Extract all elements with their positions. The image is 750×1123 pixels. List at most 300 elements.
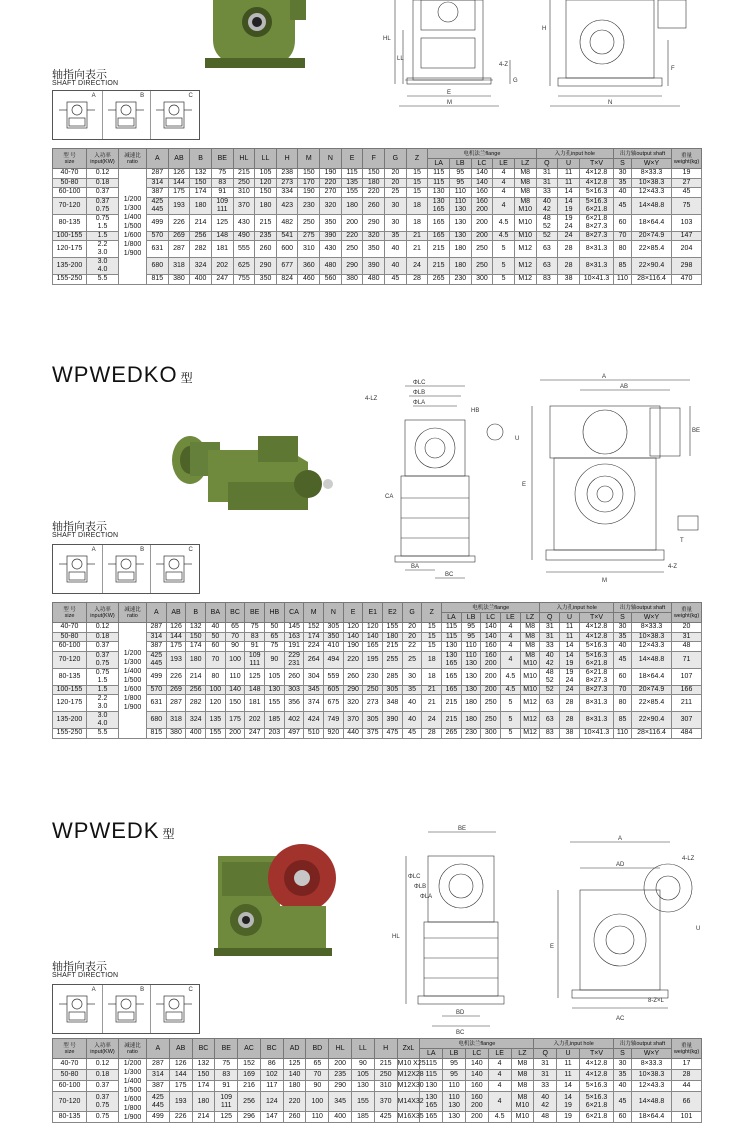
- table-cell: 14×48.8: [632, 1092, 672, 1112]
- table-cell: 30: [385, 197, 407, 214]
- table-cell: 314: [147, 1070, 170, 1081]
- table-cell: 390: [320, 231, 342, 241]
- table-cell: 70: [225, 632, 245, 642]
- col-header-dim: M: [304, 603, 324, 623]
- col-header-flange-sub: LE: [493, 159, 515, 169]
- table-cell: 120-175: [53, 695, 87, 712]
- table-cell: 100: [225, 651, 245, 668]
- table-cell: 20: [672, 623, 702, 633]
- table-cell: 180: [283, 1081, 306, 1092]
- table-cell: M14X32: [397, 1092, 420, 1112]
- table-cell: 60-100: [53, 188, 87, 198]
- table-cell: 8×33.3: [632, 623, 672, 633]
- table-cell: 132: [186, 623, 206, 633]
- table-cell: 287: [147, 169, 169, 179]
- table-cell: 144: [169, 1070, 192, 1081]
- gearbox-outline-icon: [154, 990, 194, 1030]
- table-cell: M8: [514, 178, 536, 188]
- table-cell: 400: [329, 1111, 352, 1122]
- table-cell: 0.37 0.75: [87, 651, 119, 668]
- table-cell: 250: [471, 241, 493, 258]
- col-header-dim: BC: [260, 1039, 283, 1059]
- table-cell: 20×74.9: [632, 231, 672, 241]
- table-cell: 497: [284, 729, 304, 739]
- table-cell: 147: [672, 231, 702, 241]
- table-cell: 174: [186, 642, 206, 652]
- table-cell: 70-120: [53, 1092, 87, 1112]
- table-cell: 4×12.8: [579, 623, 613, 633]
- table-cell: 555: [233, 241, 255, 258]
- table-cell: 117: [260, 1081, 283, 1092]
- shaft-direction-option: [53, 545, 103, 593]
- table-cell: 21: [422, 685, 442, 695]
- table-cell: 65: [225, 623, 245, 633]
- table-cell: 105: [352, 1070, 375, 1081]
- table-cell: 27: [672, 178, 702, 188]
- table-cell: 677: [276, 258, 298, 275]
- shaft-direction-letter: C: [188, 547, 193, 553]
- table-cell: 160: [465, 1081, 488, 1092]
- table-cell: 24: [560, 685, 580, 695]
- table-cell: 570: [147, 231, 169, 241]
- table-cell: 115: [442, 623, 462, 633]
- col-header-dim: HL: [233, 149, 255, 169]
- table-cell: M12: [520, 695, 540, 712]
- table-cell: 8×33.3: [632, 1059, 672, 1070]
- table-cell: 130 165: [420, 1092, 443, 1112]
- table-cell: 5.5: [87, 729, 119, 739]
- table-cell: 631: [147, 695, 167, 712]
- shaft-direction-letter: B: [140, 93, 145, 99]
- label-la: ΦLA: [413, 400, 426, 406]
- col-header-flange: 电机法兰flange: [420, 1039, 534, 1049]
- table-row: [53, 712, 702, 729]
- table-cell: 90: [265, 651, 285, 668]
- col-header-dim: A: [147, 603, 167, 623]
- col-header-dim: BD: [306, 1039, 329, 1059]
- label-m: M: [447, 100, 452, 106]
- table-cell: 5: [493, 275, 515, 285]
- table-cell: 4: [488, 1059, 511, 1070]
- table-cell: 180: [255, 197, 277, 214]
- table-row: [53, 632, 702, 642]
- table-cell: 214: [186, 668, 206, 685]
- table-cell: 211: [672, 695, 702, 712]
- table-cell: 14: [558, 188, 580, 198]
- table-cell: 60: [614, 1111, 632, 1122]
- table-cell: 14 19: [557, 1092, 580, 1112]
- table-row: [53, 275, 702, 285]
- label-4lz: 4-LZ: [682, 856, 695, 862]
- col-header-dim: LL: [352, 1039, 375, 1059]
- table-cell: 31: [540, 623, 560, 633]
- table-cell: 310: [233, 188, 255, 198]
- col-header-dim: BA: [206, 603, 226, 623]
- table-cell: 5: [501, 712, 521, 729]
- table-cell: 20: [402, 623, 422, 633]
- table-row: [53, 178, 702, 188]
- table-cell: 40: [614, 188, 632, 198]
- table-cell: 11: [560, 623, 580, 633]
- table-cell: 31: [534, 1070, 557, 1081]
- table-cell: 190: [343, 642, 363, 652]
- table-cell: 126: [169, 1059, 192, 1070]
- table-cell: 80: [614, 241, 632, 258]
- table-cell: 70: [614, 231, 632, 241]
- table-cell: 560: [320, 275, 342, 285]
- ratio-cell: 1/200 1/300 1/400 1/500 1/600 1/800 1/900: [119, 1059, 147, 1123]
- table-cell: 90: [306, 1081, 329, 1092]
- table-cell: 110: [461, 642, 481, 652]
- table-cell: 345: [329, 1092, 352, 1112]
- table-cell: 160: [481, 642, 501, 652]
- table-cell: 370: [343, 712, 363, 729]
- gearbox-outline-icon: [106, 96, 146, 136]
- table-cell: M8 M10: [511, 1092, 534, 1112]
- table-cell: 28: [558, 241, 580, 258]
- table-cell: 224: [304, 642, 324, 652]
- table-cell: 83: [540, 729, 560, 739]
- section-wpwedk-base: [0, 0, 750, 300]
- col-header-dim: G: [402, 603, 422, 623]
- col-header-dim: BE: [215, 1039, 238, 1059]
- table-cell: 4: [501, 642, 521, 652]
- table-cell: 180: [363, 178, 385, 188]
- table-cell: 256: [190, 231, 212, 241]
- table-cell: 109 111: [211, 197, 233, 214]
- table-cell: 303: [284, 685, 304, 695]
- table-row: [53, 668, 702, 685]
- table-cell: 0.75 1.5: [87, 214, 119, 231]
- table-cell: 0.37: [87, 642, 119, 652]
- table-cell: 350: [324, 632, 344, 642]
- table-cell: 45: [385, 275, 407, 285]
- table-cell: 360: [298, 258, 320, 275]
- table-cell: 80-135: [53, 1111, 87, 1122]
- model-name: WPWEDKO: [52, 362, 178, 387]
- table-cell: 15: [422, 632, 442, 642]
- table-cell: 120: [206, 695, 226, 712]
- table-cell: 215: [255, 214, 277, 231]
- table-cell: 755: [233, 275, 255, 285]
- table-cell: 0.18: [87, 1070, 119, 1081]
- table-cell: 40: [206, 623, 226, 633]
- table-cell: 4: [493, 169, 515, 179]
- table-cell: M12: [520, 729, 540, 739]
- table-cell: 193: [166, 651, 186, 668]
- table-cell: 31: [534, 1059, 557, 1070]
- table-cell: 22×85.4: [632, 695, 672, 712]
- table-cell: 230: [298, 197, 320, 214]
- table-cell: 345: [304, 685, 324, 695]
- table-cell: 195: [363, 651, 383, 668]
- table-cell: 0.75 1.5: [87, 668, 119, 685]
- table-cell: 4×12.8: [579, 1070, 613, 1081]
- table-cell: 5×16.3 6×21.8: [579, 651, 613, 668]
- table-cell: 180: [341, 197, 363, 214]
- table-cell: 30: [614, 169, 632, 179]
- table-cell: 83: [215, 1070, 238, 1081]
- table-cell: 100: [306, 1092, 329, 1112]
- table-cell: 126: [168, 169, 190, 179]
- table-cell: 4.5: [501, 668, 521, 685]
- table-cell: 22×85.4: [632, 241, 672, 258]
- col-header-dim: Z: [422, 603, 442, 623]
- col-header-hole-sub: Q: [536, 159, 558, 169]
- table-cell: 33: [536, 188, 558, 198]
- table-cell: 200: [329, 1059, 352, 1070]
- table-cell: 140: [465, 1059, 488, 1070]
- table-cell: 140: [471, 178, 493, 188]
- col-header-dim: A: [147, 149, 169, 169]
- table-cell: 285: [383, 668, 403, 685]
- table-cell: 370: [233, 197, 255, 214]
- table-cell: 28: [558, 258, 580, 275]
- shaft-direction-option: [102, 91, 152, 139]
- table-cell: M8: [514, 188, 536, 198]
- table-cell: 120-175: [53, 241, 87, 258]
- table-cell: M12: [514, 275, 536, 285]
- table-cell: M10: [520, 685, 540, 695]
- table-cell: 45: [672, 188, 702, 198]
- table-cell: 60: [206, 642, 226, 652]
- table-cell: 0.12: [87, 1059, 119, 1070]
- table-cell: 815: [147, 275, 169, 285]
- table-cell: 145: [284, 623, 304, 633]
- table-row: [53, 651, 702, 668]
- table-cell: 130: [443, 1111, 466, 1122]
- table-cell: 107: [672, 668, 702, 685]
- table-cell: 4.5: [493, 214, 515, 231]
- table-cell: 91: [245, 642, 265, 652]
- table-cell: 180: [383, 632, 403, 642]
- table-cell: 17: [672, 1059, 702, 1070]
- table-cell: 4: [488, 1092, 511, 1112]
- table-cell: 356: [284, 695, 304, 712]
- table-cell: 155: [352, 1092, 375, 1112]
- label-u: U: [515, 436, 520, 442]
- table-cell: 631: [147, 241, 169, 258]
- table-cell: 475: [383, 729, 403, 739]
- table-cell: 175: [169, 1081, 192, 1092]
- table-cell: 70-120: [53, 651, 87, 668]
- table-cell: 410: [324, 642, 344, 652]
- table-cell: 165: [442, 668, 462, 685]
- table-cell: 190: [320, 169, 342, 179]
- shaft-direction-letter: A: [91, 93, 96, 99]
- shaft-direction-title: 轴指向表示: [52, 69, 107, 81]
- table-cell: 380: [168, 275, 190, 285]
- gearbox-outline-icon: [57, 990, 97, 1030]
- label-ba: BA: [411, 564, 420, 570]
- table-cell: 14×48.8: [632, 197, 672, 214]
- table-cell: 130: [442, 642, 462, 652]
- table-cell: 45: [614, 1092, 632, 1112]
- table-cell: 102: [260, 1070, 283, 1081]
- table-cell: 675: [324, 695, 344, 712]
- table-cell: 600: [276, 241, 298, 258]
- label-h: H: [542, 26, 547, 32]
- col-header-flange-sub: LB: [461, 613, 481, 623]
- section-wpwedk: [0, 800, 750, 1120]
- table-cell: 155: [383, 623, 403, 633]
- table-cell: 215: [442, 712, 462, 729]
- table-cell: 287: [166, 695, 186, 712]
- table-cell: 40: [402, 695, 422, 712]
- table-cell: 12×43.3: [632, 1081, 672, 1092]
- label-4z: 4-Z: [668, 564, 677, 570]
- table-cell: 282: [186, 695, 206, 712]
- table-cell: 33: [540, 642, 560, 652]
- table-cell: 4: [501, 632, 521, 642]
- table-cell: 5.5: [87, 275, 119, 285]
- table-cell: 290: [341, 258, 363, 275]
- table-cell: 14 19: [558, 197, 580, 214]
- table-cell: 290: [255, 258, 277, 275]
- table-cell: 38: [558, 275, 580, 285]
- table-cell: 348: [383, 695, 403, 712]
- table-cell: 63: [536, 258, 558, 275]
- table-cell: 165: [428, 231, 450, 241]
- table-cell: 130: [420, 1081, 443, 1092]
- table-cell: 150: [225, 695, 245, 712]
- table-row: [53, 214, 702, 231]
- table-cell: 181: [245, 695, 265, 712]
- table-cell: 130: [449, 214, 471, 231]
- table-cell: 140: [225, 685, 245, 695]
- shaft-direction-option: [102, 985, 152, 1033]
- table-cell: 18×64.4: [632, 1111, 672, 1122]
- col-header-flange-sub: LZ: [514, 159, 536, 169]
- col-header-dim: E: [343, 603, 363, 623]
- table-cell: 91: [211, 188, 233, 198]
- table-cell: 83: [245, 632, 265, 642]
- label-u: U: [696, 926, 701, 932]
- table-cell: 12×43.3: [632, 642, 672, 652]
- table-cell: 6×21.8 8×27.3: [579, 214, 613, 231]
- col-header-dim: ZxL: [397, 1039, 420, 1059]
- table-cell: 25: [385, 188, 407, 198]
- table-cell: 4×12.8: [579, 178, 613, 188]
- shaft-direction-option: [150, 91, 199, 139]
- table-cell: 95: [449, 169, 471, 179]
- col-header-flange-sub: LA: [420, 1049, 443, 1059]
- table-cell: 50: [206, 632, 226, 642]
- table-cell: 15: [422, 642, 442, 652]
- col-header-hole-sub: T×V: [579, 159, 613, 169]
- label-hl: HL: [383, 36, 391, 42]
- table-cell: 28×116.4: [632, 275, 672, 285]
- col-header-dim: Z: [406, 149, 428, 169]
- table-cell: 5: [501, 729, 521, 739]
- table-cell: 494: [324, 651, 344, 668]
- table-cell: 91: [215, 1081, 238, 1092]
- col-header-output-sub: S: [614, 159, 632, 169]
- table-cell: 387: [147, 1081, 170, 1092]
- table-cell: 300: [471, 275, 493, 285]
- shaft-direction-subtitle: SHAFT DIRECTION: [52, 532, 119, 539]
- col-header-output: 出力轴output shaft: [614, 603, 672, 613]
- table-cell: 130 165: [428, 197, 450, 214]
- table-cell: 19 24: [560, 668, 580, 685]
- table-cell: 110: [614, 729, 632, 739]
- shaft-direction-option: [102, 545, 152, 593]
- table-cell: M16X35: [397, 1111, 420, 1122]
- shaft-direction-diagram: [52, 544, 200, 594]
- table-cell: M10: [514, 231, 536, 241]
- table-cell: 110: [614, 275, 632, 285]
- table-cell: 180: [186, 651, 206, 668]
- table-cell: 250: [481, 695, 501, 712]
- table-cell: 103: [672, 214, 702, 231]
- table-cell: 5: [501, 695, 521, 712]
- table-cell: 3.0 4.0: [87, 712, 119, 729]
- table-cell: 273: [363, 695, 383, 712]
- table-cell: 238: [276, 169, 298, 179]
- table-cell: 370: [374, 1092, 397, 1112]
- col-header-flange-sub: LB: [443, 1049, 466, 1059]
- col-header-dim: E2: [383, 603, 403, 623]
- table-cell: 14: [557, 1081, 580, 1092]
- table-cell: M8: [520, 642, 540, 652]
- table-cell: 265: [442, 729, 462, 739]
- table-cell: 4: [501, 651, 521, 668]
- table-cell: 18: [406, 214, 428, 231]
- table-cell: 273: [276, 178, 298, 188]
- table-cell: 140: [283, 1070, 306, 1081]
- table-cell: 124: [260, 1092, 283, 1112]
- table-cell: 135: [206, 712, 226, 729]
- table-cell: 125: [245, 668, 265, 685]
- table-cell: 15: [406, 169, 428, 179]
- table-cell: 180: [190, 197, 212, 214]
- label-ac: AC: [616, 1016, 625, 1022]
- table-cell: 20: [385, 169, 407, 179]
- table-cell: 60: [614, 668, 632, 685]
- table-row: [53, 642, 702, 652]
- table-cell: 387: [147, 188, 169, 198]
- table-cell: 70: [306, 1070, 329, 1081]
- table-cell: 324: [190, 258, 212, 275]
- table-cell: 35: [614, 178, 632, 188]
- table-cell: 4×12.8: [579, 1059, 613, 1070]
- table-cell: 202: [245, 712, 265, 729]
- col-header-ratio: 减速比 ratio: [119, 149, 147, 169]
- col-header-dim: E1: [363, 603, 383, 623]
- table-cell: 287: [147, 623, 167, 633]
- table-cell: 1.5: [87, 685, 119, 695]
- table-cell: 4: [501, 623, 521, 633]
- table-cell: 375: [363, 729, 383, 739]
- table-cell: 2.2 3.0: [87, 241, 119, 258]
- table-cell: 0.12: [87, 623, 119, 633]
- table-cell: M8: [511, 1070, 534, 1081]
- table-cell: 180: [192, 1092, 215, 1112]
- table-cell: 390: [363, 258, 385, 275]
- table-cell: 282: [190, 241, 212, 258]
- table-cell: 425: [374, 1111, 397, 1122]
- table-cell: 559: [324, 668, 344, 685]
- table-cell: 75: [245, 623, 265, 633]
- table-cell: 305: [324, 623, 344, 633]
- table-cell: M8 M10: [514, 197, 536, 214]
- table-cell: 200: [481, 668, 501, 685]
- table-cell: 95: [443, 1070, 466, 1081]
- table-cell: 215: [428, 258, 450, 275]
- table-cell: 380: [166, 729, 186, 739]
- label-ca: CA: [385, 494, 394, 500]
- table-cell: 318: [166, 712, 186, 729]
